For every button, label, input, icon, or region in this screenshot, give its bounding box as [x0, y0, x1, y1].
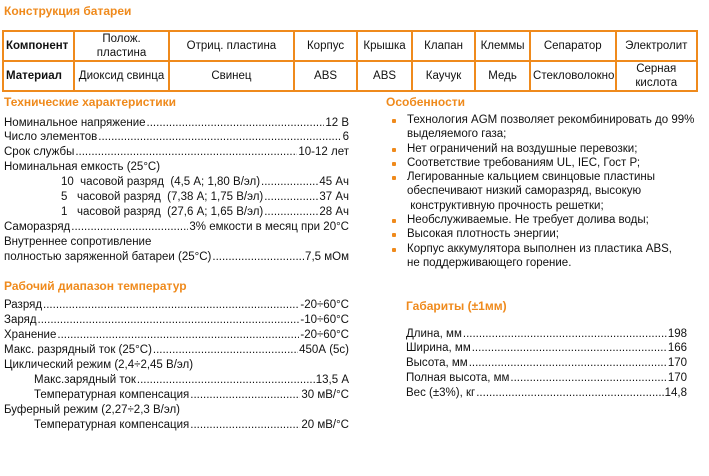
- spec-value: 20 мВ/°С: [301, 419, 349, 431]
- spec-value: 450А (5с): [299, 344, 349, 356]
- feature-line: Соответствие требованиям UL, IEC, Гост Р;: [407, 156, 641, 169]
- capacity-title: Номинальная емкость (25°C): [4, 161, 161, 173]
- spec-row: [406, 356, 687, 370]
- temperature-title: Рабочий диапазон температур: [4, 279, 187, 293]
- features-title: Особенности: [386, 95, 466, 109]
- spec-row: [4, 313, 349, 327]
- spec-label: 10 часовой разряд (4,5 А; 1,80 В/эл): [61, 176, 261, 188]
- leader-dots: [264, 190, 318, 204]
- bullet-icon: [392, 176, 396, 180]
- spec-value: 166: [667, 342, 687, 354]
- leader-dots: [212, 250, 304, 264]
- spec-value: 45 Ач: [319, 176, 349, 188]
- construction-title: Конструкция батареи: [4, 4, 132, 18]
- feature-item: [390, 142, 700, 156]
- spec-row: [406, 327, 687, 341]
- leader-dots: [75, 145, 297, 159]
- spec-value: -20÷60°C: [300, 329, 349, 341]
- spec-row: [4, 145, 349, 159]
- spec-label: Температурная компенсация: [34, 419, 190, 431]
- spec-label: Разряд: [4, 299, 43, 311]
- spec-label: Ширина, мм: [406, 342, 471, 354]
- leader-dots: [38, 313, 300, 327]
- spec-value: 12 В: [325, 117, 349, 129]
- leader-dots: [147, 116, 325, 130]
- spec-value: 198: [667, 328, 687, 340]
- spec-label: Высота, мм: [406, 357, 468, 369]
- spec-label: Длина, мм: [406, 328, 462, 340]
- header-cell: Полож. пластина: [74, 31, 169, 61]
- material-cell: Свинец: [169, 61, 294, 91]
- feature-item: [390, 213, 700, 227]
- spec-row: [34, 373, 349, 387]
- dimensions-title: Габариты (±1мм): [406, 299, 507, 313]
- bullet-icon: [392, 162, 396, 166]
- feature-line: Необслуживаемые. Не требует долива воды;: [407, 214, 649, 227]
- features-list: [390, 113, 700, 270]
- bullet-icon: [392, 119, 396, 123]
- feature-line: Легированные кальцием свинцовые пластины: [407, 171, 656, 184]
- spec-label: Число элементов: [4, 131, 98, 143]
- header-cell: Корпус: [294, 31, 357, 61]
- spec-label: Срок службы: [4, 146, 75, 158]
- material-cell: Материал: [3, 61, 74, 91]
- feature-line: Нет ограничений на воздушные перевозки;: [407, 142, 638, 155]
- material-cell: Каучук: [412, 61, 475, 91]
- leader-dots: [264, 205, 318, 219]
- spec-label: Температурная компенсация: [34, 389, 190, 401]
- leader-dots: [153, 343, 298, 357]
- spec-label: Макс. разрядный ток (25°C): [4, 344, 152, 356]
- spec-label: полностью заряженной батареи (25°C): [4, 251, 212, 263]
- spec-row: [61, 190, 349, 204]
- header-cell: Отриц. пластина: [169, 31, 294, 61]
- feature-line: выделяемого газа;: [407, 128, 507, 141]
- spec-value: 170: [667, 372, 687, 384]
- spec-label: 1 часовой разряд (27,6 А; 1,65 В/эл): [61, 206, 264, 218]
- material-cell: ABS: [294, 61, 357, 91]
- spec-value: 30 мВ/°С: [301, 389, 349, 401]
- spec-value: -20÷60°C: [300, 299, 349, 311]
- spec-label: Номинальное напряжение: [4, 117, 146, 129]
- feature-item: [390, 170, 700, 213]
- spec-row: [4, 328, 349, 342]
- spec-value: 28 Ач: [319, 206, 349, 218]
- feature-line: Высокая плотность энергии;: [407, 228, 559, 241]
- spec-label: 5 часовой разряд (7,38 А; 1,75 В/эл): [61, 191, 264, 203]
- material-cell: ABS: [357, 61, 412, 91]
- spec-label: Заряд: [4, 314, 37, 326]
- spec-value: -10÷60°C: [300, 314, 349, 326]
- material-cell: Медь: [475, 61, 530, 91]
- spec-label: Макс.зарядный ток: [34, 374, 136, 386]
- material-cell: Серная кислота: [616, 61, 698, 91]
- tech-title: Технические характеристики: [4, 95, 177, 109]
- spec-row: [61, 205, 349, 219]
- spec-row: [4, 220, 349, 234]
- header-cell: Клеммы: [475, 31, 530, 61]
- spec-row: [61, 175, 349, 189]
- construction-table: [2, 30, 698, 92]
- header-cell: Сепаратор: [530, 31, 615, 61]
- spec-label: Полная высота, мм: [406, 372, 510, 384]
- leader-dots: [57, 328, 299, 342]
- spec-value: 170: [667, 357, 687, 369]
- spec-value: 7,5 мОм: [305, 251, 349, 263]
- bullet-icon: [392, 148, 396, 152]
- buffer-title: Буферный режим (2,27÷2,3 В/эл): [4, 404, 181, 416]
- spec-row: [4, 298, 349, 312]
- leader-dots: [476, 386, 663, 400]
- spec-row: [406, 341, 687, 355]
- leader-dots: [472, 341, 667, 355]
- spec-row: [406, 371, 687, 385]
- spec-value: 3% емкости в месяц при 20°С: [189, 221, 349, 233]
- leader-dots: [463, 327, 667, 341]
- header-cell: Компонент: [3, 31, 74, 61]
- leader-dots: [71, 220, 188, 234]
- bullet-icon: [392, 233, 396, 237]
- construction-header-row: [3, 31, 697, 61]
- material-cell: Стекловолокно: [530, 61, 615, 91]
- spec-value: 13,5 А: [315, 374, 349, 386]
- leader-dots: [469, 356, 667, 370]
- leader-dots: [190, 388, 300, 402]
- header-cell: Электролит: [616, 31, 698, 61]
- spec-label: Саморазряд: [4, 221, 71, 233]
- feature-line: Технология AGM позволяет рекомбинировать до 99%: [407, 114, 695, 126]
- material-cell: Диоксид свинца: [74, 61, 169, 91]
- leader-dots: [510, 371, 666, 385]
- header-cell: Крышка: [357, 31, 412, 61]
- leader-dots: [43, 298, 299, 312]
- spec-row: [4, 116, 349, 130]
- bullet-icon: [392, 248, 396, 252]
- spec-value: 10-12 лет: [298, 146, 349, 158]
- bullet-icon: [392, 219, 396, 223]
- feature-item: [390, 242, 700, 271]
- spec-value: 14,8: [664, 387, 687, 399]
- feature-line: обеспечивают низкий саморазряд, высокую: [407, 185, 642, 198]
- leader-dots: [137, 373, 315, 387]
- spec-label: Хранение: [4, 329, 57, 341]
- feature-line: Корпус аккумулятора выполнен из пластика ABS,: [407, 242, 672, 255]
- feature-item: [390, 156, 700, 170]
- resistance-title: Внутреннее сопротивление: [4, 236, 152, 248]
- spec-row: [34, 418, 349, 432]
- spec-row: [406, 386, 687, 400]
- spec-row: [4, 250, 349, 264]
- leader-dots: [261, 175, 318, 189]
- feature-line: конструктивную прочность решетки;: [407, 199, 604, 212]
- feature-line: не поддерживающего горение.: [407, 256, 572, 269]
- spec-value: 37 Ач: [319, 191, 349, 203]
- feature-item: [390, 113, 700, 142]
- leader-dots: [190, 418, 300, 432]
- cyclic-title: Циклический режим (2,4÷2,45 В/эл): [4, 359, 194, 371]
- spec-row: [4, 130, 349, 144]
- construction-material-row: [3, 61, 697, 91]
- header-cell: Клапан: [412, 31, 475, 61]
- feature-item: [390, 227, 700, 241]
- spec-row: [34, 388, 349, 402]
- spec-row: [4, 343, 349, 357]
- leader-dots: [98, 130, 341, 144]
- spec-label: Вес (±3%), кг: [406, 387, 476, 399]
- spec-value: 6: [342, 131, 349, 143]
